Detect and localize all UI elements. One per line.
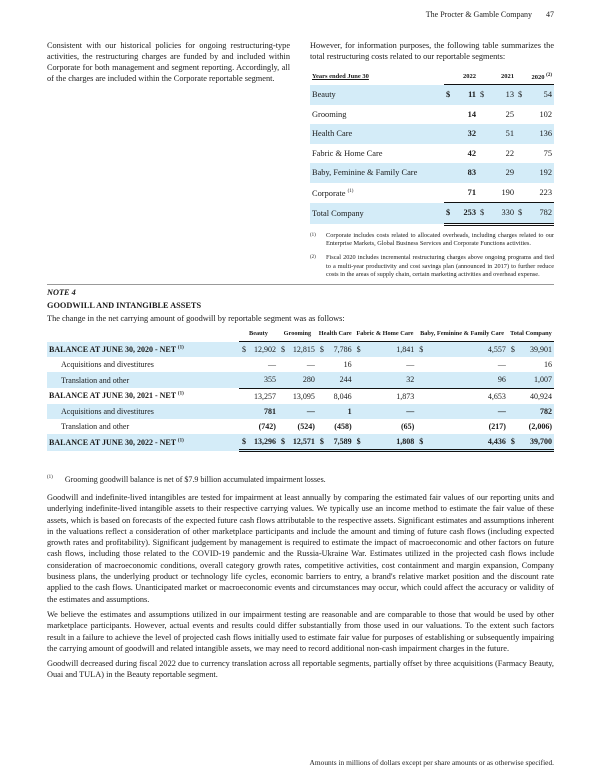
table-row: [47, 404, 554, 419]
row-label: BALANCE AT JUNE 30, 2021 - NET $^{(1)}$: [49, 391, 184, 401]
cell-value: 1: [328, 404, 354, 419]
value-2022: 71: [467, 187, 476, 197]
col-header: Beauty: [239, 330, 278, 342]
cell-value: 12,902: [250, 342, 278, 358]
table-row: [47, 357, 554, 372]
table-row: BALANCE AT JUNE 30, 2020 - NET $^{(1)}$ $ 12,902 $ 12,815 $ 7,786 $ 1,841 $ 4,557 $ 39,901: [47, 342, 554, 358]
cell-value: 16: [343, 360, 352, 370]
cell-value: 13,095: [289, 388, 317, 404]
segment-label: Corporate $^{(1)}$: [312, 189, 354, 199]
table-row: [310, 163, 554, 183]
cell-value: —: [306, 360, 315, 370]
page-header: [426, 10, 554, 19]
table-footnote: (2) Fiscal 2020 includes incremental restructuring charges above ongoing programs and tied to a multi-year productivity and cost savings plan (announced in 2017) to further reduce costs in the areas of supply chain, certain marketing activities and overhead expense.: [310, 254, 554, 279]
segment-label: Total Company: [310, 203, 444, 225]
paragraph-goodwill-decrease: Goodwill decreased during fiscal 2022 due to currency translation across all reportable segments, partially offset by three acquisitions (Farmacy Beauty, Ouai and TULA) in the Beauty reportable segment.: [47, 659, 554, 680]
table-row: Beauty $ 11 $ 13 $ 54: [310, 85, 554, 105]
col-header-2021: 2021: [478, 70, 516, 85]
restructuring-policy-paragraph: Consistent with our historical policies for ongoing restructuring-type activities, the restructuring charges are funded by and included within Corporate for both management and segment reporting. Accordingly, all of the charges are included within the Corporate reportable segment.: [47, 41, 290, 83]
section-divider: [47, 284, 554, 285]
cell-value: —: [289, 404, 317, 419]
cell-value: (742): [258, 422, 276, 432]
cell-value: 355: [250, 372, 278, 388]
value-2020: 223: [539, 187, 552, 197]
cell-value: 280: [289, 372, 317, 388]
cell-value: 13,257: [250, 388, 278, 404]
value-2021: 330: [490, 203, 516, 225]
restructuring-section: [310, 40, 554, 280]
value-2020: 782: [528, 203, 554, 225]
cell-value: 782: [519, 404, 554, 419]
cell-value: (458): [334, 422, 352, 432]
value-2020: 192: [528, 163, 554, 183]
company-name: The Procter & Gamble Company: [425, 10, 532, 19]
cell-value: 4,436: [427, 434, 508, 451]
col-header: Health Care: [317, 330, 354, 342]
table-row: [310, 124, 554, 144]
note-4-heading: [47, 288, 554, 323]
table-footnote: (1) Corporate includes costs related to allocated overheads, including charges related to our Enterprise Markets, Global Business Services and Corporate Functions activities.: [310, 231, 554, 248]
value-2021: 13: [490, 85, 516, 105]
value-2021: 25: [505, 109, 514, 119]
value-2020: 102: [539, 109, 552, 119]
cell-value: (65): [400, 422, 415, 432]
value-2020: 75: [543, 148, 552, 158]
note-title: GOODWILL AND INTANGIBLE ASSETS: [47, 301, 202, 310]
segment-label: Fabric & Home Care: [312, 148, 383, 158]
col-header: Baby, Feminine & Family Care: [416, 330, 508, 342]
cell-value: 7,786: [328, 342, 354, 358]
value-2022: 32: [456, 124, 478, 144]
restructuring-intro: However, for information purposes, the following table summarizes the total restructuring costs related to our reportable segments:: [310, 41, 554, 61]
cell-value: 16: [544, 360, 552, 370]
cell-value: 244: [328, 372, 354, 388]
col-header-2020: 2020 $^{(2)}$: [516, 70, 554, 85]
value-2022: 14: [467, 109, 476, 119]
col-header: Grooming: [278, 330, 317, 342]
goodwill-discussion: [47, 492, 554, 685]
cell-value: —: [427, 404, 508, 419]
value-2022: 83: [456, 163, 478, 183]
value-2022: 11: [456, 85, 478, 105]
page-number: 47: [546, 10, 554, 19]
row-label: Acquisitions and divestitures: [61, 360, 154, 370]
table-row: [310, 144, 554, 164]
value-2020: 54: [528, 85, 554, 105]
value-2021: 29: [490, 163, 516, 183]
note-intro: The change in the net carrying amount of goodwill by reportable segment was as follows:: [47, 314, 345, 323]
cell-value: —: [365, 404, 417, 419]
cell-value: 39,700: [519, 434, 554, 451]
row-label: BALANCE AT JUNE 30, 2020 - NET $^{(1)}$: [47, 342, 239, 358]
cell-value: (524): [297, 422, 315, 432]
cell-value: 4,557: [427, 342, 508, 358]
table-row: [47, 388, 554, 404]
table-row: [47, 372, 554, 388]
note-number: NOTE 4: [47, 288, 76, 297]
value-2020: 136: [528, 124, 554, 144]
cell-value: 13,296: [250, 434, 278, 451]
paragraph-estimates: We believe the estimates and assumptions utilized in our impairment testing are reasonable and are comparable to those that would be used by other marketplace participants. However, actual events and results could differ substantially from those used in our valuations. To the extent such factors result in a failure to achieve the level of projected cash flows initially used to estimate fair value for purposes of establishing or subsequently impairing the carrying amount of goodwill and related intangible assets, we may need to record additional non-cash impairment charges in the future.: [47, 609, 554, 653]
segment-label: Grooming: [312, 109, 347, 119]
col-header-label: Years ended June 30: [312, 73, 369, 81]
cell-value: 1,873: [365, 388, 417, 404]
goodwill-footnote: $^{(1)}$ Grooming goodwill balance is net of $7.9 billion accumulated impairment losses.: [47, 475, 326, 484]
cell-value: 781: [250, 404, 278, 419]
cell-value: 7,589: [328, 434, 354, 451]
cell-value: 8,046: [328, 388, 354, 404]
cell-value: 32: [365, 372, 417, 388]
restructuring-costs-table: [310, 70, 554, 226]
value-2022: 253: [456, 203, 478, 225]
cell-value: (217): [488, 422, 506, 432]
table-row: [310, 105, 554, 125]
value-2021: 22: [505, 148, 514, 158]
value-2021: 51: [490, 124, 516, 144]
segment-label: Beauty: [310, 85, 444, 105]
cell-value: 12,815: [289, 342, 317, 358]
cell-value: —: [406, 360, 415, 370]
value-2022: 42: [467, 148, 476, 158]
col-header: Total Company: [508, 330, 554, 342]
segment-label: Baby, Feminine & Family Care: [310, 163, 444, 183]
cell-value: (2,006): [528, 422, 552, 432]
cell-value: 1,007: [519, 372, 554, 388]
table-row: [310, 183, 554, 203]
col-header: Fabric & Home Care: [354, 330, 417, 342]
row-label: Translation and other: [47, 372, 239, 388]
cell-value: 40,924: [519, 388, 554, 404]
row-label: Translation and other: [61, 422, 130, 432]
cell-value: —: [267, 360, 276, 370]
cell-value: 1,808: [365, 434, 417, 451]
row-label: Acquisitions and divestitures: [47, 404, 239, 419]
col-header-2022: 2022: [444, 70, 478, 85]
table-row: BALANCE AT JUNE 30, 2022 - NET $^{(1)}$ $ 13,296 $ 12,571 $ 7,589 $ 1,808 $ 4,436 $ 39,700: [47, 434, 554, 451]
segment-label: Health Care: [310, 124, 444, 144]
cell-value: 96: [427, 372, 508, 388]
cell-value: 1,841: [365, 342, 417, 358]
cell-value: 4,653: [427, 388, 508, 404]
goodwill-table: [47, 330, 554, 452]
table-row: Total Company $ 253 $ 330 $ 782: [310, 203, 554, 225]
value-2021: 190: [501, 187, 514, 197]
row-label: BALANCE AT JUNE 30, 2022 - NET $^{(1)}$: [47, 434, 239, 451]
cell-value: —: [497, 360, 506, 370]
page-footer: Amounts in millions of dollars except per share amounts or as otherwise specified.: [309, 758, 554, 767]
cell-value: 39,901: [519, 342, 554, 358]
table-row: [47, 419, 554, 434]
cell-value: 12,571: [289, 434, 317, 451]
paragraph-impairment-testing: Goodwill and indefinite-lived intangibles are tested for impairment at least annually by comparing the estimated fair values of our reporting units and underlying indefinite-lived intangible assets to their respective carrying values. We typically use an income method to estimate the fair value of these assets, which is based on forecasts of the expected future cash flows attributable to the respective assets. Significant estimates and assumptions inherent in the valuations reflect a consideration of other marketplace participants and include the amount and timing of future cash flows (including expected growth rates and profitability). Significant judgement by management is required to estimate the impact of macroeconomic and other factors on future cash flows, including those related to the COVID-19 pandemic and the Russia-Ukraine War. Estimates utilized in the projected cash flows include consideration of macroeconomic conditions, overall category growth rates, competitive activities, cost containment and margin expansion, Company business plans, the underlying product or technology life cycles, economic barriers to entry, a brand's relative market position and the discount rate applied to the cash flows. Unanticipated market or macroeconomic events and circumstances may occur, which could affect the accuracy or validity of the estimates and assumptions.: [47, 493, 554, 604]
